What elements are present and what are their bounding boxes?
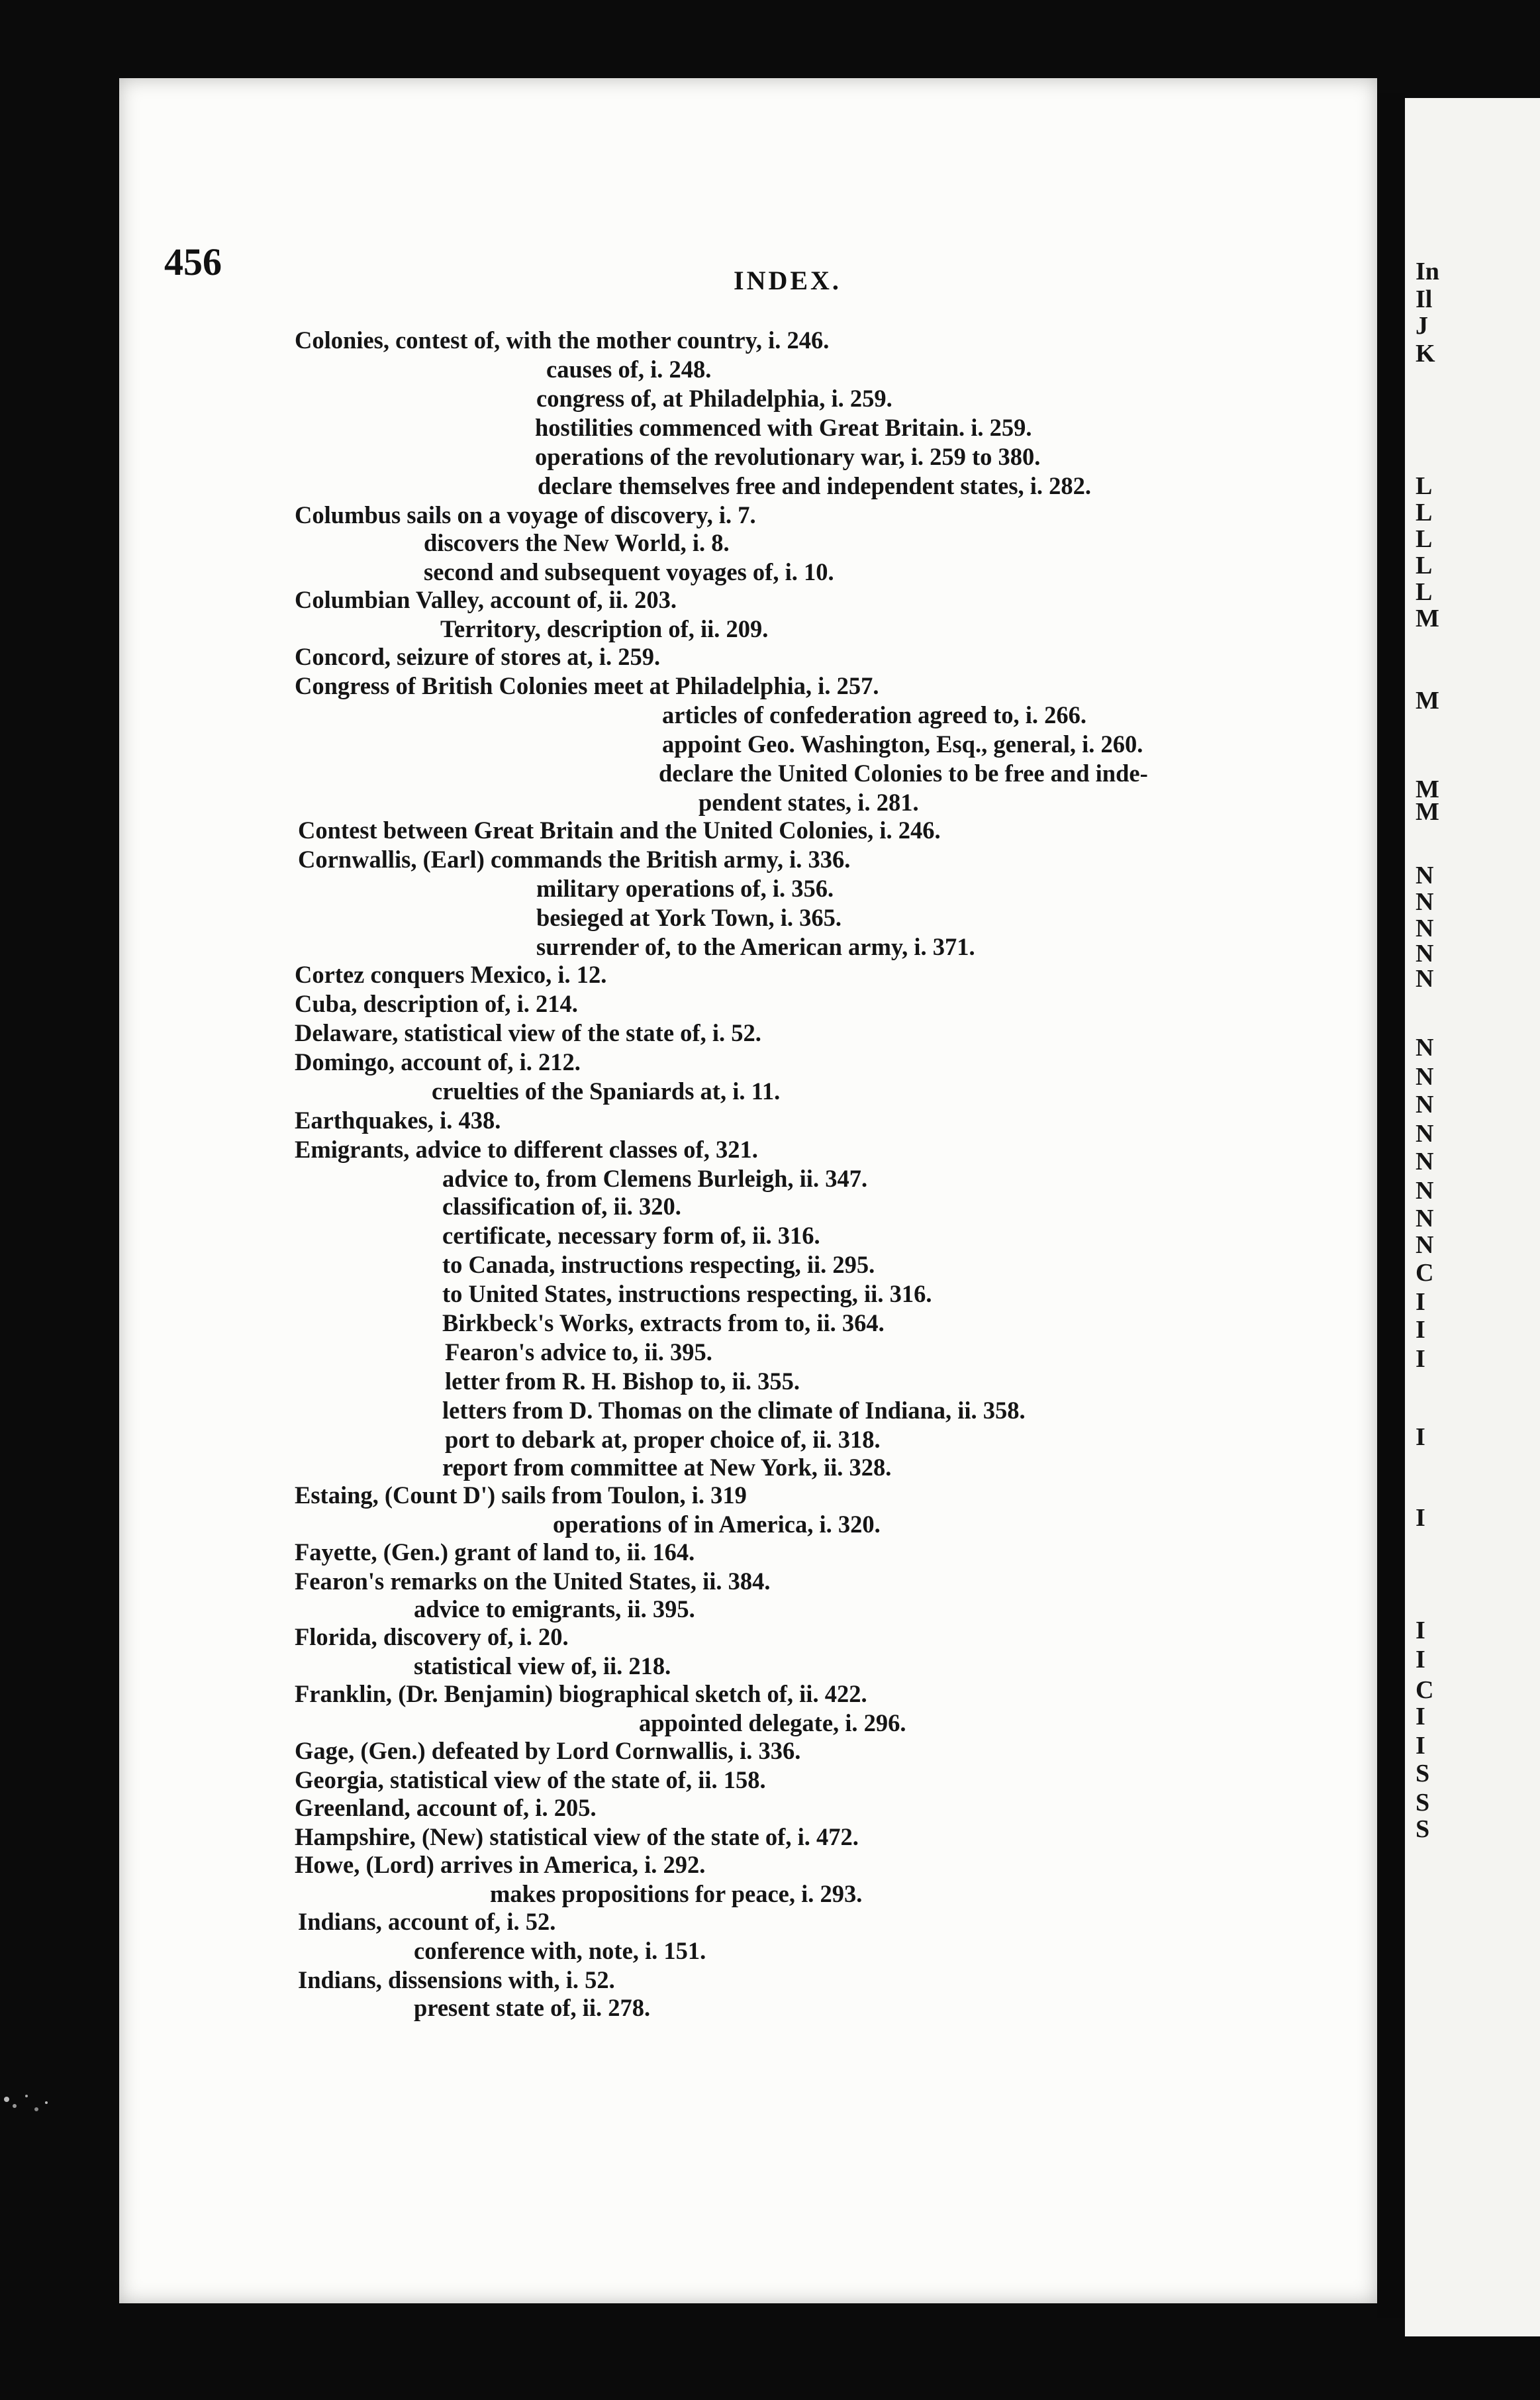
index-entry [414,1993,650,2023]
index-text: statistical view of the state of, i. 52. [398,1019,761,1046]
facing-page-fragment: L [1416,578,1433,606]
index-text: (Dr. Benjamin) biographical sketch of, ii. 422. [392,1680,867,1707]
index-text: account of, i. 205. [410,1794,597,1821]
index-entry [298,1966,615,1995]
facing-page-fragment: S [1416,1760,1430,1787]
index-text: letters from D. Thomas on the climate of Indiana, ii. 358. [442,1397,1026,1424]
index-text: appointed delegate, i. 296. [639,1709,906,1736]
index-entry [295,1538,695,1567]
facing-page-fragment: N [1416,940,1434,968]
index-text: congress of, at Philadelphia, i. 259. [536,385,892,412]
facing-page-fragment: In [1416,258,1439,285]
index-term: Earthquakes, [295,1107,434,1134]
index-entry [442,1396,1026,1425]
index-entry [424,528,730,558]
index-text: declare themselves free and independent states, i. 282. [538,472,1092,499]
index-term: Franklin, [295,1680,393,1707]
facing-page-fragment: N [1416,965,1434,993]
index-term: Concord, [295,643,391,670]
index-text: Birkbeck's Works, extracts from to, ii. 364. [442,1309,885,1336]
index-entry [442,1192,681,1221]
facing-page-fragment: M [1416,605,1439,632]
index-text: (Gen.) defeated by Lord Cornwallis, i. 336. [354,1737,801,1764]
index-text: classification of, ii. 320. [442,1193,681,1220]
index-text: certificate, necessary form of, ii. 316. [442,1222,820,1249]
facing-page-fragment: N [1416,1120,1434,1148]
index-text: military operations of, i. 356. [536,875,834,902]
index-entry [442,1221,820,1250]
facing-page-fragment: I [1416,1646,1425,1674]
index-term: Domingo, [295,1048,395,1075]
facing-page-fragment: C [1416,1259,1434,1287]
facing-page-fragment: N [1416,1034,1434,1062]
index-text: description of, i. 214. [357,990,578,1017]
index-text: sails on a voyage of discovery, i. 7. [401,501,756,528]
index-text: seizure of stores at, i. 259. [390,643,661,670]
book-gutter [1377,93,1405,2318]
index-text: causes of, i. 248. [546,356,712,383]
index-entry [445,1425,881,1454]
index-term: Emigrants, [295,1136,410,1163]
index-text: (Gen.) grant of land to, ii. 164. [377,1538,695,1566]
index-text: (Lord) arrives in America, i. 292. [360,1851,706,1878]
index-text: conquers Mexico, i. 12. [364,961,607,988]
facing-page-fragment: N [1416,1091,1434,1119]
index-text: Valley, account of, ii. 203. [410,586,677,613]
index-term: Colonies, [295,326,389,354]
index-term: Gage, [295,1737,355,1764]
facing-page-fragment: L [1416,499,1433,526]
index-term: Howe, [295,1851,360,1878]
index-text: statistical view of, ii. 218. [414,1652,671,1679]
index-entry [295,1135,758,1164]
index-entry [440,615,768,644]
index-text: operations of in America, i. 320. [553,1511,881,1538]
index-entry [295,960,606,989]
index-entry [295,1679,867,1709]
facing-page-fragment: N [1416,1177,1434,1205]
index-text: present state of, ii. 278. [414,1994,651,2021]
index-term: Indians, [298,1908,382,1935]
index-text: (Count D') sails from Toulon, i. 319 [378,1481,747,1509]
index-entry [414,1595,695,1624]
index-text: i. 438. [433,1107,501,1134]
index-entry [295,326,829,355]
facing-page-fragment: N [1416,1063,1434,1091]
index-text: advice to, from Clemens Burleigh, ii. 347. [442,1165,868,1192]
index-term: Estaing, [295,1481,379,1509]
running-head: INDEX. [734,266,842,295]
index-entry [424,558,834,587]
index-text: remarks on the United States, ii. 384. [384,1568,771,1595]
index-term: Greenland, [295,1794,410,1821]
index-text: of British Colonies meet at Philadelphia, i. 257. [389,672,879,699]
index-text: port to debark at, proper choice of, ii. 318. [445,1426,881,1453]
index-entry [295,1736,800,1766]
index-entry [295,642,660,672]
facing-page-fragment: N [1416,1205,1434,1232]
index-entry [442,1250,875,1279]
index-entry [295,585,677,615]
index-text: letter from R. H. Bishop to, ii. 355. [445,1368,800,1395]
facing-page-fragment: Il [1416,285,1433,313]
facing-page-fragment: S [1416,1815,1430,1843]
index-text: discovery of, i. 20. [377,1623,569,1650]
index-entry [442,1453,891,1482]
facing-page-fragment: N [1416,862,1434,889]
index-text: account of, i. 212. [395,1048,581,1075]
facing-page-fragment: M [1416,775,1439,803]
index-entry [536,903,842,932]
index-term: Fearon's [295,1568,385,1595]
index-term: Indians, [298,1966,382,1993]
facing-page-fragment: L [1416,472,1433,500]
index-text: cruelties of the Spaniards at, i. 11. [432,1077,781,1105]
index-entry [295,1481,747,1510]
index-text: advice to different classes of, 321. [409,1136,758,1163]
index-text: account of, i. 52. [381,1908,556,1935]
index-text: besieged at York Town, i. 365. [536,904,842,931]
index-text: Fearon's advice to, ii. 395. [445,1338,712,1366]
facing-page-fragment: I [1416,1703,1425,1730]
index-entry [536,384,892,413]
index-entry [295,1850,705,1879]
index-term: Delaware, [295,1019,399,1046]
index-text: (Earl) commands the British army, i. 336. [416,846,851,873]
page-number: 456 [164,240,222,283]
index-term: Contest [298,817,377,844]
index-text: second and subsequent voyages of, i. 10. [424,558,834,585]
index-entry [295,1766,766,1795]
index-text: to Canada, instructions respecting, ii. 295. [442,1251,875,1278]
index-entry [414,1652,671,1681]
index-text: dissensions with, i. 52. [381,1966,615,1993]
facing-page-fragment: I [1416,1732,1425,1760]
facing-page-fragment: J [1416,312,1428,340]
index-text: Territory, description of, ii. 209. [440,615,769,642]
index-entry [295,1567,771,1596]
index-text: advice to emigrants, ii. 395. [414,1595,695,1623]
index-text: discovers the New World, i. 8. [424,529,730,556]
facing-page-fragment: L [1416,552,1433,579]
index-term: Columbus [295,501,401,528]
page-specks [0,2079,119,2146]
index-term: Florida, [295,1623,377,1650]
facing-page-fragment: I [1416,1345,1425,1373]
facing-page-fragment: I [1416,1504,1425,1532]
index-text: (New) statistical view of the state of, i. 472. [415,1823,859,1850]
index-term: Cortez [295,961,365,988]
index-text: between Great Britain and the United Colonies, i. 246. [377,817,941,844]
index-entry [659,759,1148,788]
index-entry [442,1309,885,1338]
index-term: Fayette, [295,1538,377,1566]
index-entry [698,788,919,817]
index-entry [295,672,879,701]
index-term: Congress [295,672,390,699]
index-entry [295,1623,569,1652]
facing-page-fragment: K [1416,340,1435,368]
index-term: Hampshire, [295,1823,416,1850]
index-text: declare the United Colonies to be free and inde- [659,760,1148,787]
index-entry [662,701,1086,730]
facing-page-fragment: C [1416,1676,1434,1704]
facing-page-fragment: I [1416,1316,1425,1344]
index-term: Cuba, [295,990,358,1017]
index-term: Cornwallis, [298,846,417,873]
facing-page-fragment: L [1416,525,1433,553]
index-entry [536,932,975,962]
facing-page-fragment: S [1416,1789,1430,1817]
index-text: to United States, instructions respecting, ii. 316. [442,1280,932,1307]
index-entry [298,816,941,845]
index-entry [442,1279,932,1309]
index-text: operations of the revolutionary war, i. 259 to 380. [535,443,1041,470]
index-entry [295,1106,501,1135]
index-term: Georgia, [295,1766,384,1793]
index-entry [298,845,850,874]
index-entry [442,1164,867,1193]
index-text: appoint Geo. Washington, Esq., general, i. 260. [662,730,1143,758]
facing-page-fragment: N [1416,1231,1434,1259]
facing-page-fragment: I [1416,1288,1425,1316]
index-entry [535,442,1040,472]
index-entry [546,355,711,384]
index-entry [662,730,1143,759]
index-entry [445,1338,712,1367]
index-entry [295,1048,581,1077]
facing-page-fragment: N [1416,1148,1434,1175]
index-entry [295,1823,859,1852]
index-text: pendent states, i. 281. [698,789,919,816]
facing-page-fragment: M [1416,798,1439,826]
index-entry [490,1879,862,1909]
index-entry [432,1077,780,1106]
index-text: contest of, with the mother country, i. 246. [389,326,830,354]
index-entry [295,501,756,530]
index-text: statistical view of the state of, ii. 158. [383,1766,766,1793]
index-text: report from committee at New York, ii. 328. [442,1454,892,1481]
index-entry [298,1907,555,1936]
index-entry [414,1936,706,1966]
index-entry [295,1019,761,1048]
facing-page-fragment: I [1416,1423,1425,1451]
facing-page-fragment: M [1416,687,1439,715]
index-entry [535,413,1032,442]
index-entry [295,989,578,1019]
index-text: makes propositions for peace, i. 293. [490,1880,863,1907]
index-text: articles of confederation agreed to, i. 266. [662,701,1086,728]
facing-page-edge [1405,98,1540,2336]
facing-page-fragment: N [1416,915,1434,942]
facing-page-fragment: I [1416,1617,1425,1644]
index-text: surrender of, to the American army, i. 371. [536,933,975,960]
facing-page-fragment: N [1416,888,1434,916]
index-entry [445,1367,800,1396]
index-entry [536,874,834,903]
index-entry [538,472,1091,501]
index-text: hostilities commenced with Great Britain. i. 259. [535,414,1032,441]
index-entry [639,1709,906,1738]
index-text: conference with, note, i. 151. [414,1937,706,1964]
index-term: Columbian [295,586,410,613]
index-entry [295,1793,597,1823]
index-entry [553,1510,881,1539]
